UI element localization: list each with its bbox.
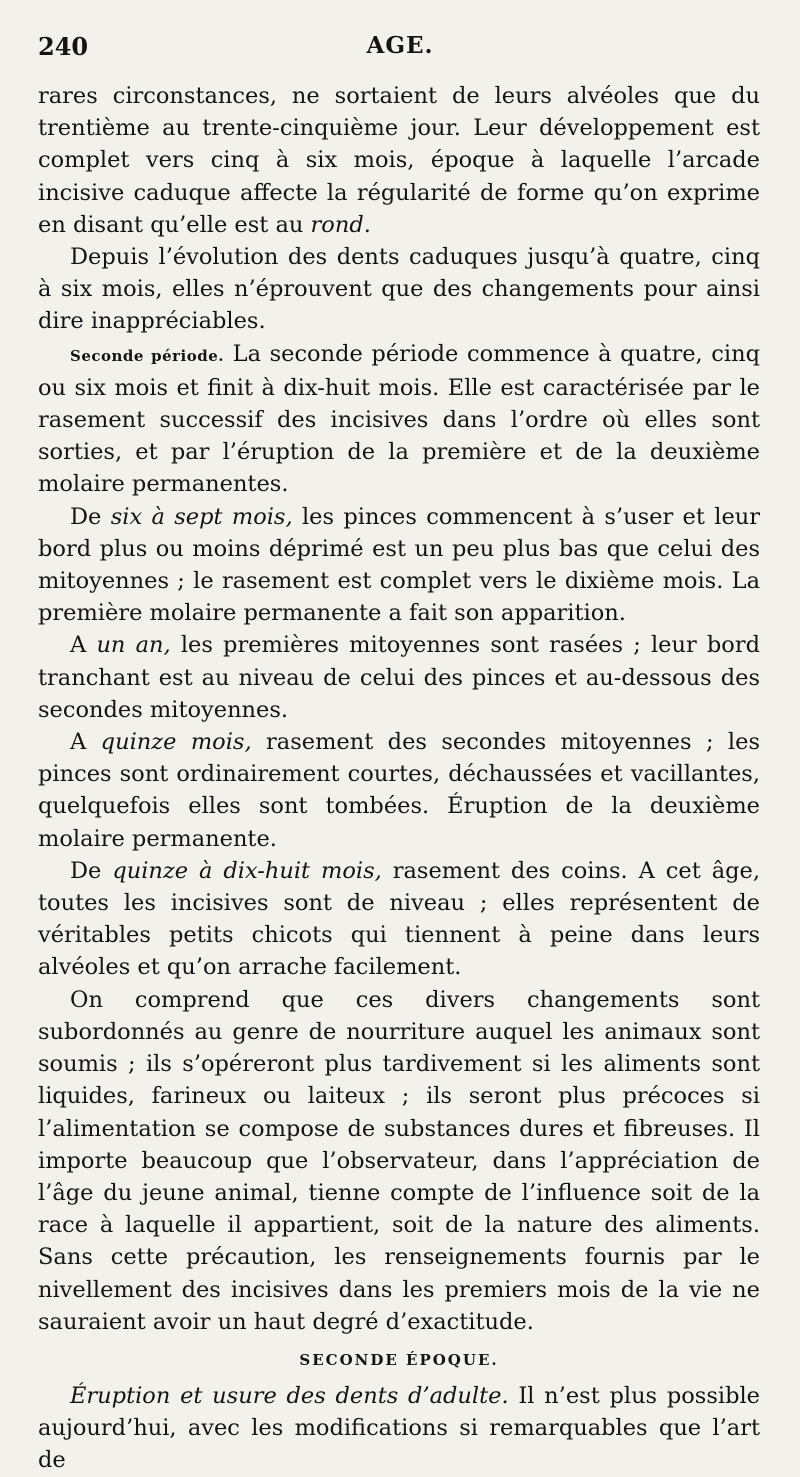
run-in-heading: Seconde période. bbox=[70, 346, 225, 365]
paragraph-1: rares circonstances, ne sortaient de leurs alvéoles que du trentième au trente-cinquième jour. Leur développement est complet vers cinq à six mois, époque à laquelle l’arcade incisive caduque affecte la régularité de forme qu’on exprime en disant qu’elle est au rond. bbox=[38, 83, 760, 238]
page-header bbox=[38, 32, 762, 62]
paragraph-4: De six à sept mois, les pinces commencent à s’user et leur bord plus ou moins déprimé est un peu plus bas que celui des mitoyennes ; le rasement est complet vers le dixième mois. La première molaire permanente a fait son apparition. bbox=[38, 503, 761, 627]
paragraph-5: A un an, les premières mitoyennes sont rasées ; leur bord tranchant est au niveau de celui des pinces et au-dessous des secondes mitoyennes. bbox=[38, 632, 761, 723]
paragraph-6: A quinze mois, rasement des secondes mitoyennes ; les pinces sont ordinairement courtes, déchaussées et vacillantes, quelquefois elles sont tombées. Éruption de la deuxième molaire permanente. bbox=[38, 729, 760, 852]
running-title: AGE. bbox=[366, 32, 434, 59]
paragraph-9: Éruption et usure des dents d’adulte. Il n’est plus possible aujourd’hui, avec les modifications si remarquables que l’art de bbox=[38, 1382, 760, 1474]
page-number: 240 bbox=[38, 32, 89, 61]
paragraph-8: On comprend que ces divers changements sont subordonnés au genre de nourriture auquel les animaux sont soumis ; ils s’opéreront plus tardivement si les aliments sont liquides, farineux ou laiteux ; ils seront plus précoces si l’alimentation se compose de substances dures et fibreuses. Il importe beaucoup que l’observateur, dans l’appréciation de l’âge du jeune animal, tienne compte de l’influence soit de la race à laquelle il appartient, soit de la nature des aliments. Sans cette précaution, les renseignements fournis par le nivellement des incisives dans les premiers mois de la vie ne sauraient avoir un haut degré d’exactitude. bbox=[38, 986, 760, 1335]
paragraph-2: Depuis l’évolution des dents caduques jusqu’à quatre, cinq à six mois, elles n’éprouvent que des changements pour ainsi dire inappréciables. bbox=[38, 244, 760, 335]
section-heading: SECONDE ÉPOQUE. bbox=[299, 1350, 499, 1369]
paragraph-3: Seconde période. La seconde période commence à quatre, cinq ou six mois et finit à dix-huit mois. Elle est caractérisée par le rasement successif des incisives dans l’ordre où elles sont sorties, et par l’éruption de la première et de la deuxième molaire permanentes. bbox=[38, 340, 760, 498]
paragraph-7: De quinze à dix-huit mois, rasement des coins. A cet âge, toutes les incisives sont de niveau ; elles représentent de véritables petits chicots qui tiennent à peine dans leurs alvéoles et qu’on arrache facilement. bbox=[38, 857, 760, 981]
body-text bbox=[38, 80, 760, 1477]
